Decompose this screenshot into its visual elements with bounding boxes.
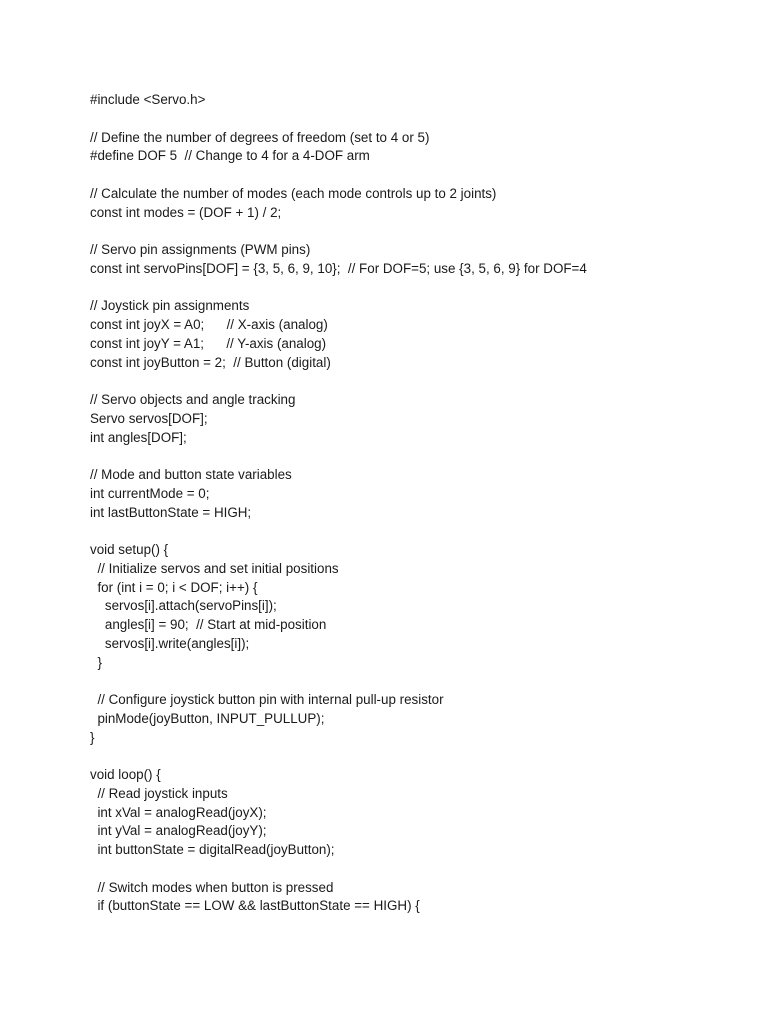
- code-line: servos[i].write(angles[i]);: [90, 635, 250, 651]
- code-line: void setup() {: [90, 542, 169, 557]
- code-line: [90, 447, 750, 466]
- code-line: for (int i = 0; i < DOF; i++) {: [90, 579, 258, 595]
- code-line: [90, 372, 750, 391]
- code-line: Servo servos[DOF];: [90, 410, 208, 426]
- code-line: // Configure joystick button pin with internal pull-up resistor: [90, 692, 444, 707]
- code-line: void loop() {: [90, 767, 161, 782]
- code-line: // Mode and button state variables: [90, 467, 292, 482]
- code-line: [90, 672, 750, 691]
- code-line: pinMode(joyButton, INPUT_PULLUP);: [90, 710, 325, 726]
- code-line: [90, 279, 750, 298]
- code-line: const int joyX = A0; // X-axis (analog): [90, 317, 328, 332]
- code-line: [90, 166, 750, 185]
- code-line: if (buttonState == LOW && lastButtonState == HIGH) {: [90, 898, 420, 914]
- code-line: int currentMode = 0;: [90, 485, 210, 501]
- code-line: [90, 110, 750, 129]
- code-line: int buttonState = digitalRead(joyButton);: [90, 842, 335, 857]
- code-line: int yVal = analogRead(joyY);: [90, 823, 267, 839]
- code-line: // Calculate the number of modes (each mode controls up to 2 joints): [90, 185, 497, 201]
- code-line: servos[i].attach(servoPins[i]);: [90, 598, 277, 614]
- code-line: int lastButtonState = HIGH;: [90, 504, 252, 520]
- code-line: const int joyButton = 2; // Button (digital): [90, 354, 331, 370]
- code-line: [90, 222, 750, 241]
- code-line: const int servoPins[DOF] = {3, 5, 6, 9, 10}; // For DOF=5; use {3, 5, 6, 9} for DOF=4: [90, 260, 587, 276]
- code-line: // Joystick pin assignments: [90, 298, 250, 314]
- code-line: // Read joystick inputs: [90, 785, 228, 801]
- code-line: // Servo objects and angle tracking: [90, 392, 296, 407]
- code-line: #include <Servo.h>: [90, 92, 206, 107]
- code-line: // Define the number of degrees of freedom (set to 4 or 5): [90, 129, 430, 145]
- code-line: int xVal = analogRead(joyX);: [90, 804, 267, 820]
- code-listing: [90, 91, 750, 916]
- code-line: [90, 522, 750, 541]
- code-line: [90, 747, 750, 766]
- code-line: const int modes = (DOF + 1) / 2;: [90, 204, 282, 220]
- code-line: [90, 860, 750, 879]
- code-line: // Initialize servos and set initial positions: [90, 560, 339, 576]
- code-line: // Switch modes when button is pressed: [90, 879, 334, 895]
- code-line: #define DOF 5 // Change to 4 for a 4-DOF arm: [90, 148, 370, 164]
- code-line: // Servo pin assignments (PWM pins): [90, 242, 311, 257]
- code-line: }: [90, 729, 95, 745]
- code-line: int angles[DOF];: [90, 429, 187, 445]
- code-line: }: [90, 654, 102, 670]
- code-line: const int joyY = A1; // Y-axis (analog): [90, 335, 327, 351]
- code-line: angles[i] = 90; // Start at mid-position: [90, 617, 327, 632]
